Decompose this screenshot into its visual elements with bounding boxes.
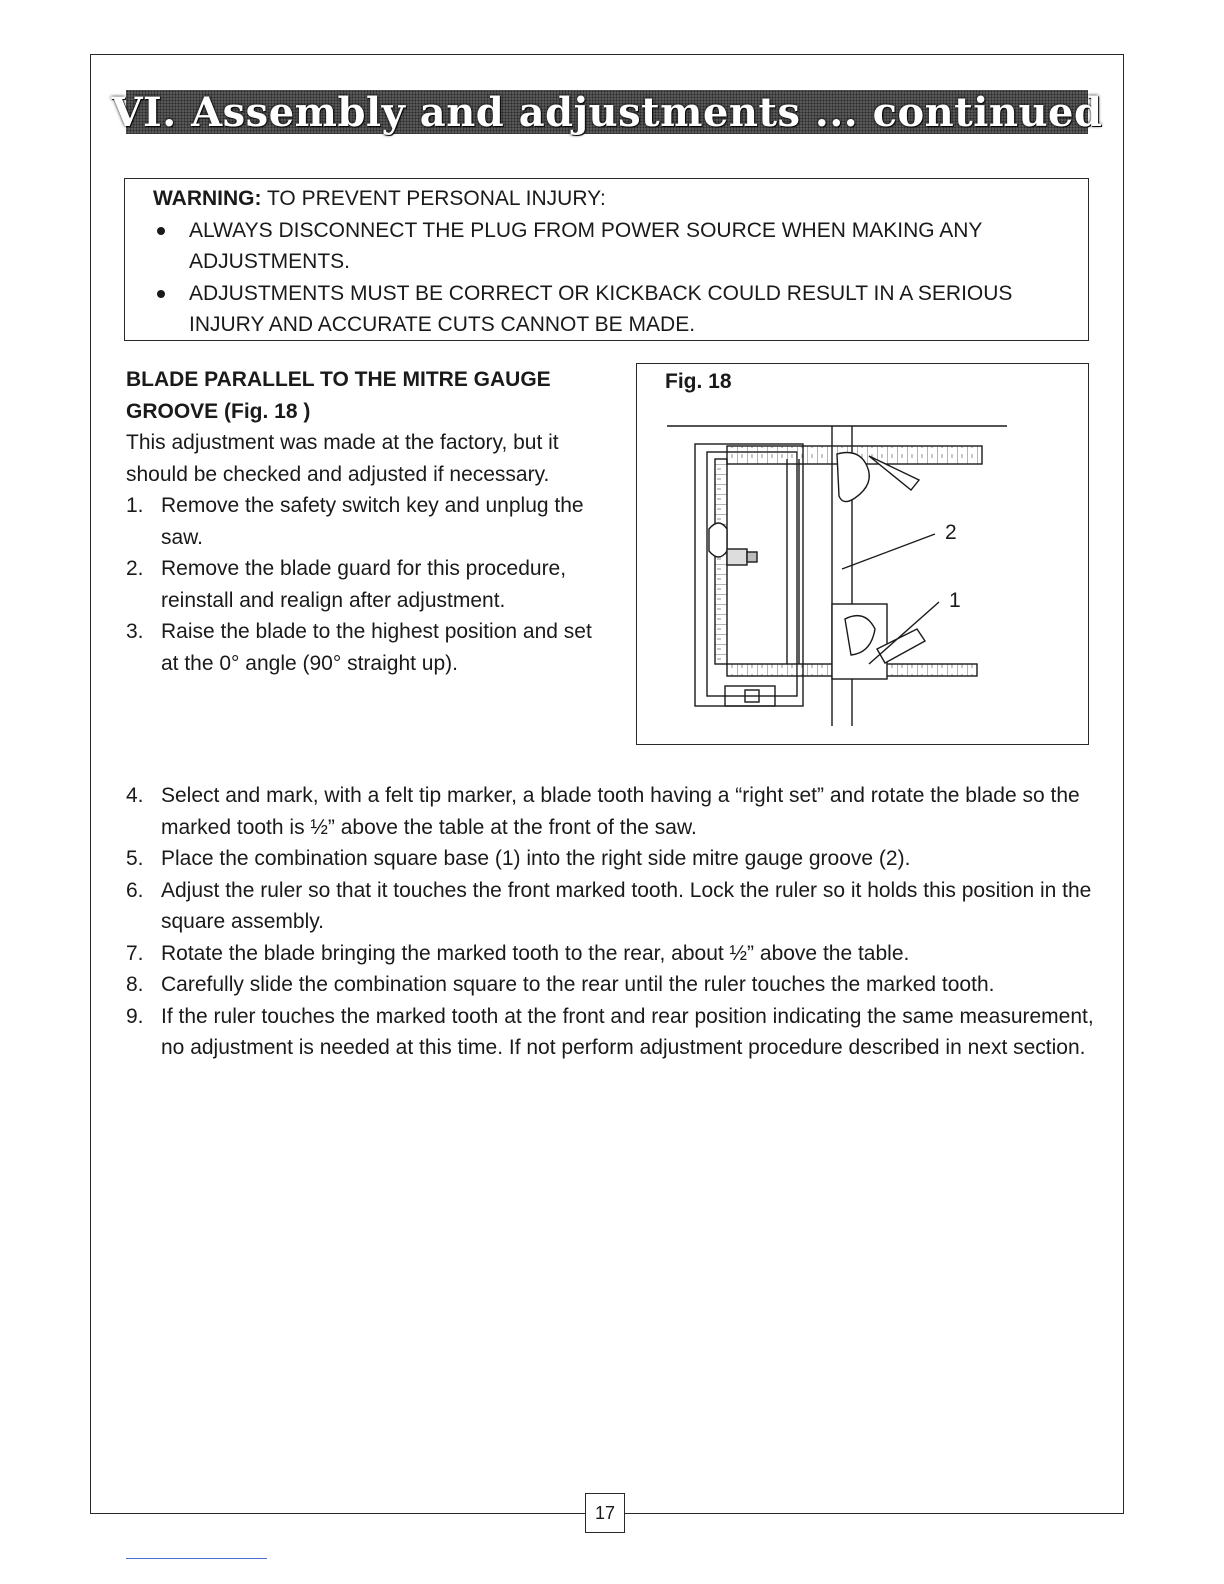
step-item [126, 780, 1116, 843]
page-number: 17 [585, 1493, 625, 1533]
step-item [126, 490, 596, 553]
step-number: 2. [126, 557, 144, 580]
step-text: Rotate the blade bringing the marked tooth to the rear, about ½” above the table. [161, 941, 910, 965]
step-item [126, 553, 596, 616]
step-item [126, 1001, 1116, 1064]
footer-rule-left [90, 1513, 586, 1514]
warning-item: ALWAYS DISCONNECT THE PLUG FROM POWER SOURCE WHEN MAKING ANY ADJUSTMENTS. [153, 215, 1074, 278]
section-full-column [126, 780, 1116, 1064]
step-text: If the ruler touches the marked tooth at the front and rear position indicating the same measurement, no adjustment is needed at this time. If not perform adjustment procedure described in next section. [161, 1004, 1094, 1059]
saw-table-drawing [667, 426, 1007, 726]
warning-item: ADJUSTMENTS MUST BE CORRECT OR KICKBACK COULD RESULT IN A SERIOUS INJURY AND ACCURATE CUTS CANNOT BE MADE. [153, 278, 1074, 341]
figure-18 [636, 363, 1089, 745]
warning-heading [153, 183, 1074, 215]
step-text: Carefully slide the combination square to the rear until the ruler touches the marked tooth. [161, 973, 995, 996]
section-heading: BLADE PARALLEL TO THE MITRE GAUGE GROOVE (Fig. 18 ) [126, 368, 551, 423]
warning-box [124, 178, 1089, 341]
step-number: 5. [126, 847, 144, 870]
step-number: 8. [126, 973, 144, 996]
step-number: 3. [126, 620, 144, 643]
link-underline [126, 1558, 267, 1559]
step-number: 7. [126, 941, 144, 965]
section-title-banner [111, 88, 1103, 136]
footer-rule-right [624, 1513, 1124, 1514]
section-left-column [126, 364, 596, 679]
step-text: Remove the blade guard for this procedure, reinstall and realign after adjustment. [161, 557, 567, 612]
section-intro: This adjustment was made at the factory, but it should be checked and adjusted if necessary. [126, 431, 559, 486]
step-text: Place the combination square base (1) into the right side mitre gauge groove (2). [161, 847, 911, 870]
steps-list-part-2 [126, 780, 1116, 1064]
step-item [126, 969, 1116, 1001]
step-text: Adjust the ruler so that it touches the front marked tooth. Lock the ruler so it holds this position in the square assembly. [161, 878, 1092, 933]
warning-label: WARNING: [153, 187, 262, 210]
step-number: 4. [126, 784, 144, 807]
step-number: 1. [126, 494, 144, 517]
step-item [126, 616, 596, 679]
step-item [126, 843, 1116, 875]
step-number: 6. [126, 878, 144, 902]
callout-label-groove: 2 [945, 521, 957, 544]
warning-intro: TO PREVENT PERSONAL INJURY: [266, 187, 606, 210]
callout-label-square-base: 1 [949, 589, 961, 612]
step-item [126, 938, 1116, 970]
figure-label: Fig. 18 [665, 370, 732, 393]
figure-18-illustration [637, 364, 1090, 746]
step-item [126, 875, 1116, 938]
step-text: Raise the blade to the highest position and set at the 0° angle (90° straight up). [161, 620, 592, 675]
step-number: 9. [126, 1004, 144, 1028]
step-text: Select and mark, with a felt tip marker, a blade tooth having a “right set” and rotate the blade so the marked tooth is ½” above the table at the front of the saw. [161, 784, 1080, 839]
section-title: VI. Assembly and adjustments ... continued [111, 88, 1103, 136]
step-text: Remove the safety switch key and unplug the saw. [161, 494, 584, 549]
warning-list [153, 215, 1074, 341]
steps-list-part-1 [126, 490, 596, 679]
